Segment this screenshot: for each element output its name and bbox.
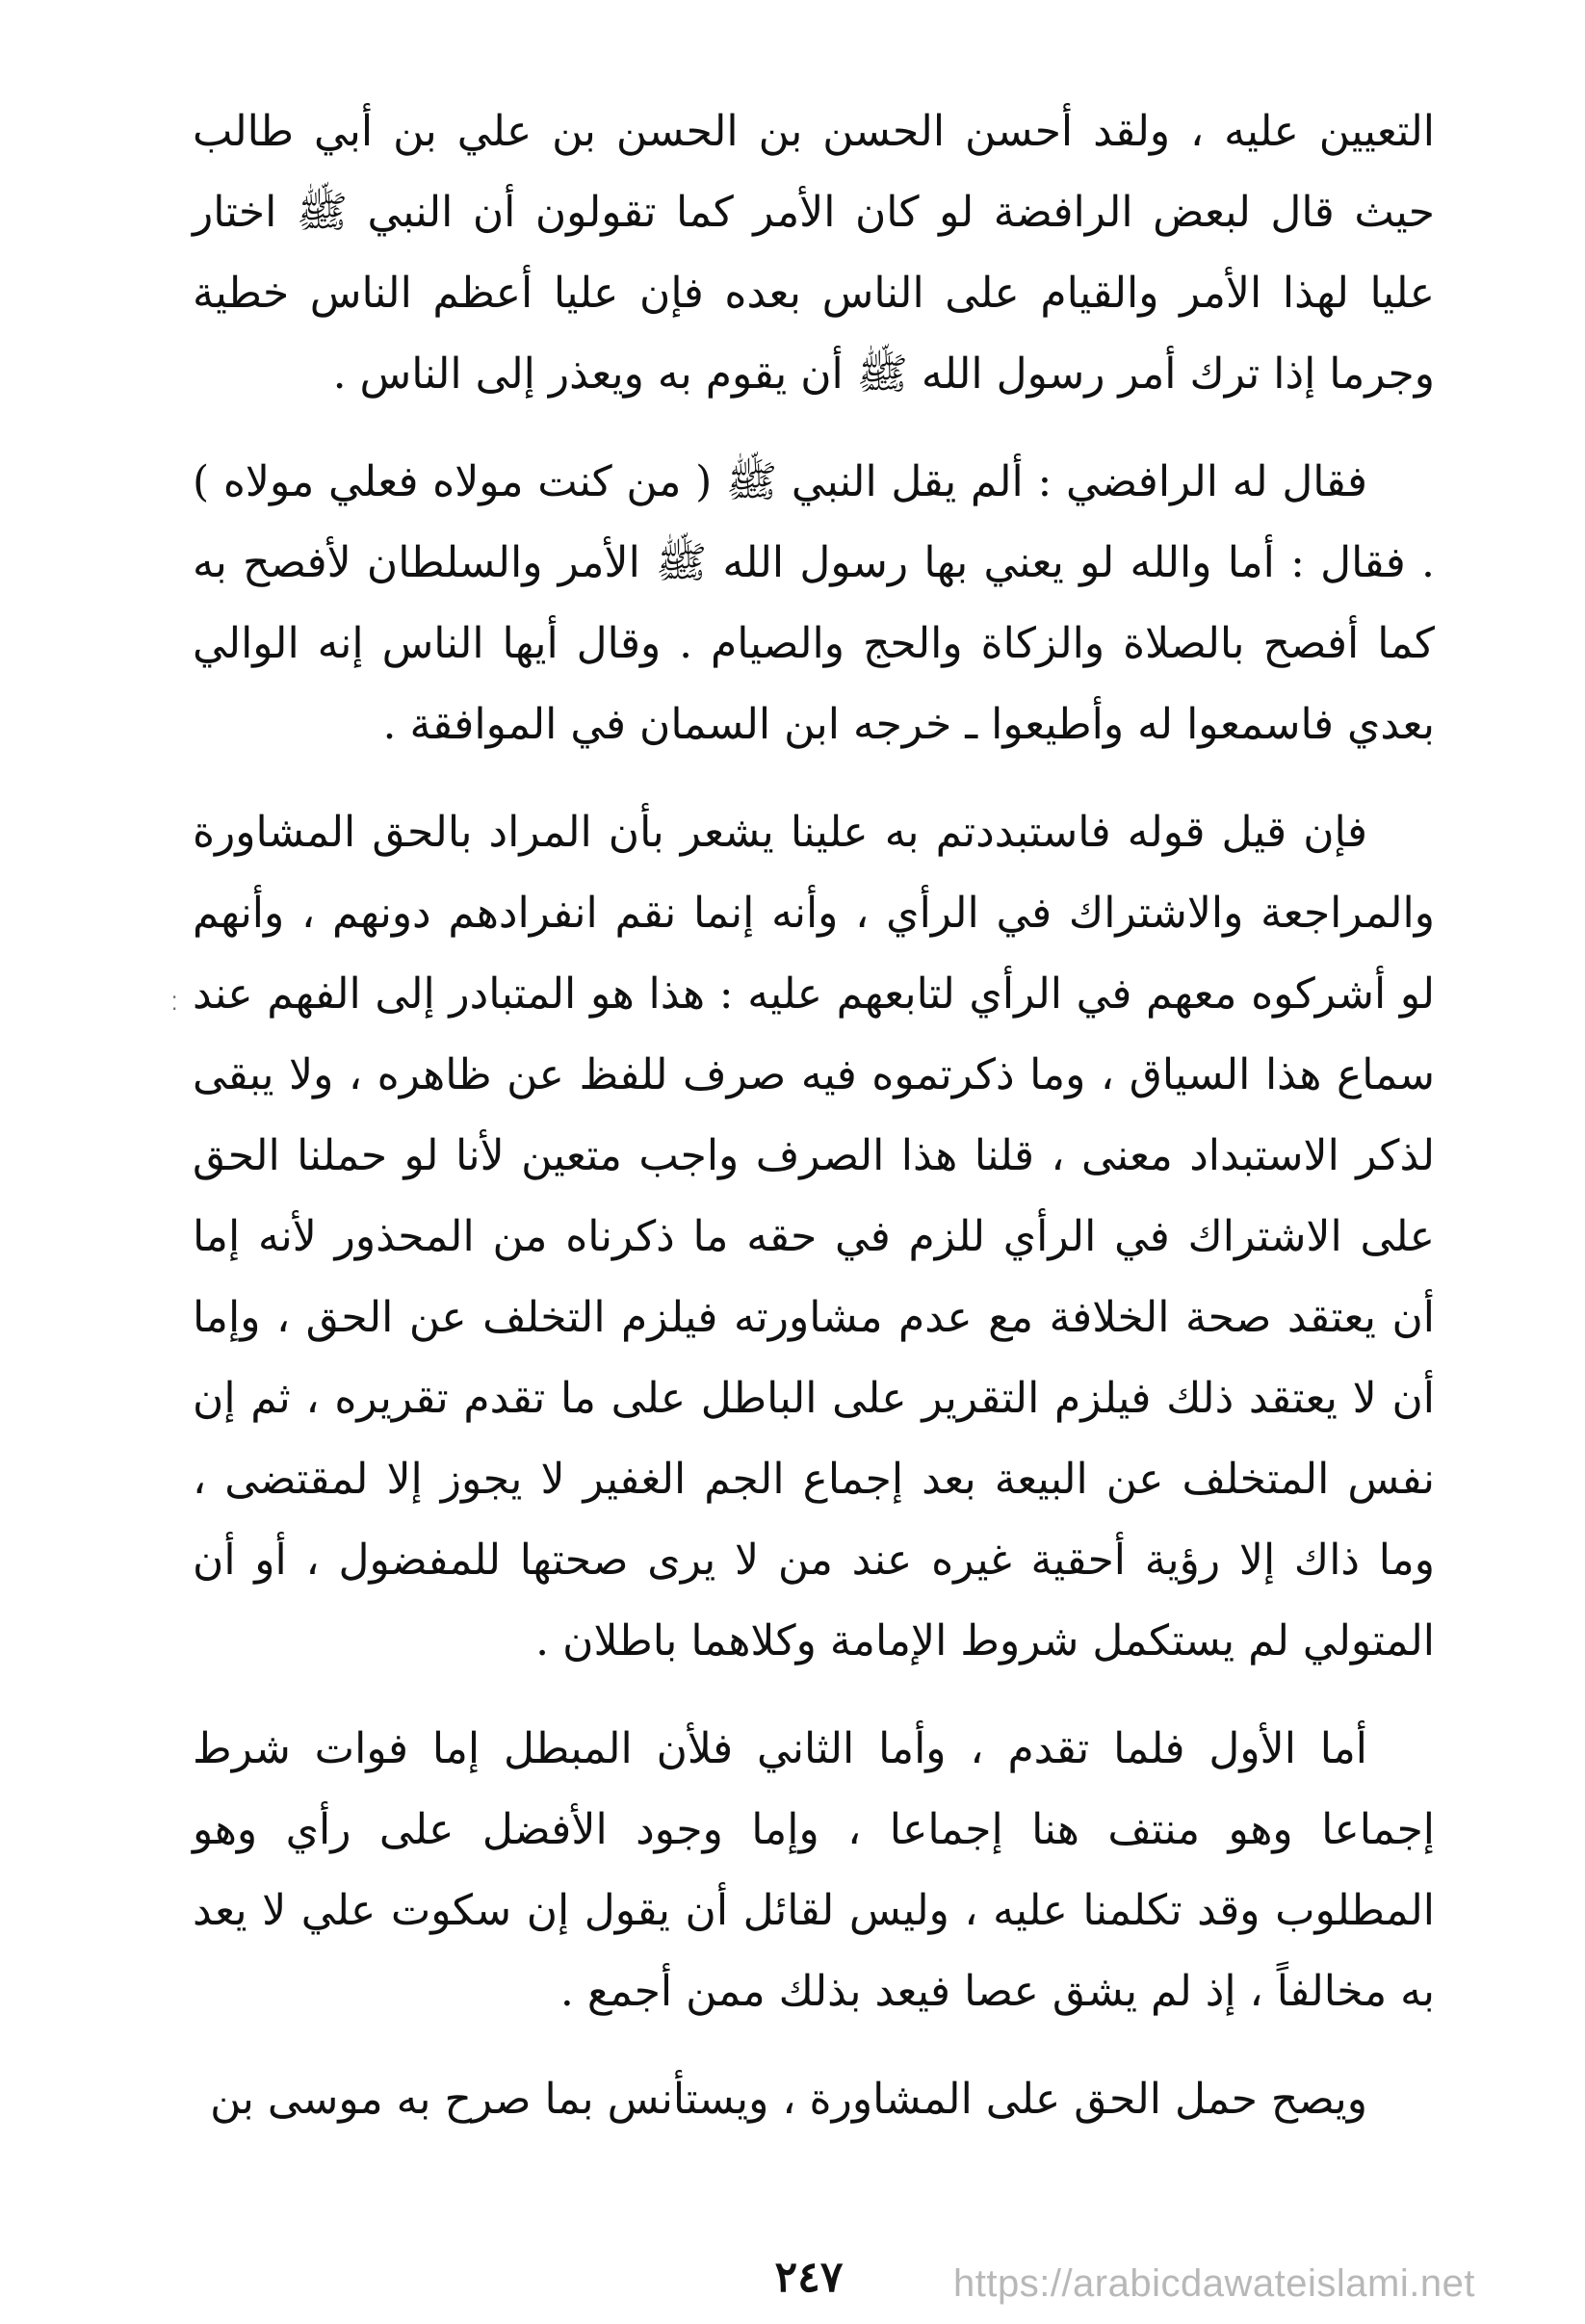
watermark-url: https://arabicdawateislami.net (953, 2262, 1475, 2305)
page-number: ٢٤٧ (774, 2253, 844, 2302)
paragraph-2: فقال له الرافضي : ألم يقل النبي ﷺ ( من كنت مولاه فعلي مولاه ) . فقال : أما والله لو يعني بها رسول الله ﷺ الأمر والسلطان لأفصح به كما أفصح بالصلاة والزكاة والحج والصيام . وقال أيها الناس إنه الوالي بعدي فاسمعوا له وأطيعوا ـ خرجه ابن السمان في الموافقة . (193, 457, 1435, 749)
paragraph-3: فإن قيل قوله فاستبددتم به علينا يشعر بأن المراد بالحق المشاورة والمراجعة والاشتراك في الرأي ، وأنه إنما نقم انفرادهم دونهم ، وأنهم لو أشركوه معهم في الرأي لتابعهم عليه : هذا هو المتبادر إلى الفهم عند سماع هذا السياق ، وما ذكرتموه فيه صرف للفظ عن ظاهره ، ولا يبقى لذكر الاستبداد معنى ، قلنا هذا الصرف واجب متعين لأنا لو حملنا الحق على الاشتراك في الرأي للزم في حقه ما ذكرناه من المحذور لأنه إما أن يعتقد صحة الخلافة مع عدم مشاورته فيلزم التخلف عن الحق ، وإما أن لا يعتقد ذلك فيلزم التقرير على الباطل على ما تقدم تقريره ، ثم إن نفس المتخلف عن البيعة بعد إجماع الجم الغفير لا يجوز إلا لمقتضى ، وما ذاك إلا رؤية أحقية غيره عند من لا يرى صحتها للمفضول ، أو أن المتولي لم يستكمل شروط الإمامة وكلاهما باطلان . (193, 808, 1435, 1666)
paragraph-5: ويصح حمل الحق على المشاورة ، ويستأنس بما صرح به موسى بن (210, 2075, 1367, 2124)
page-body (193, 91, 1435, 2190)
paragraph-1: التعيين عليه ، ولقد أحسن الحسن بن الحسن بن علي بن أبي طالب حيث قال لبعض الرافضة لو كان الأمر كما تقولون أن النبي ﷺ اختار عليا لهذا الأمر والقيام على الناس بعده فإن عليا أعظم الناس خطية وجرما إذا ترك أمر رسول الله ﷺ أن يقوم به ويعذر إلى الناس . (193, 107, 1435, 399)
paragraph-4: أما الأول فلما تقدم ، وأما الثاني فلأن المبطل إما فوات شرط إجماعا وهو منتف هنا إجماعا ، وإما وجود الأفضل على رأي وهو المطلوب وقد تكلمنا عليه ، وليس لقائل أن يقول إن سكوت علي لا يعد به مخالفاً ، إذ لم يشق عصا فيعد بذلك ممن أجمع . (193, 1724, 1435, 2016)
margin-mark: ⁚ (171, 992, 178, 1015)
